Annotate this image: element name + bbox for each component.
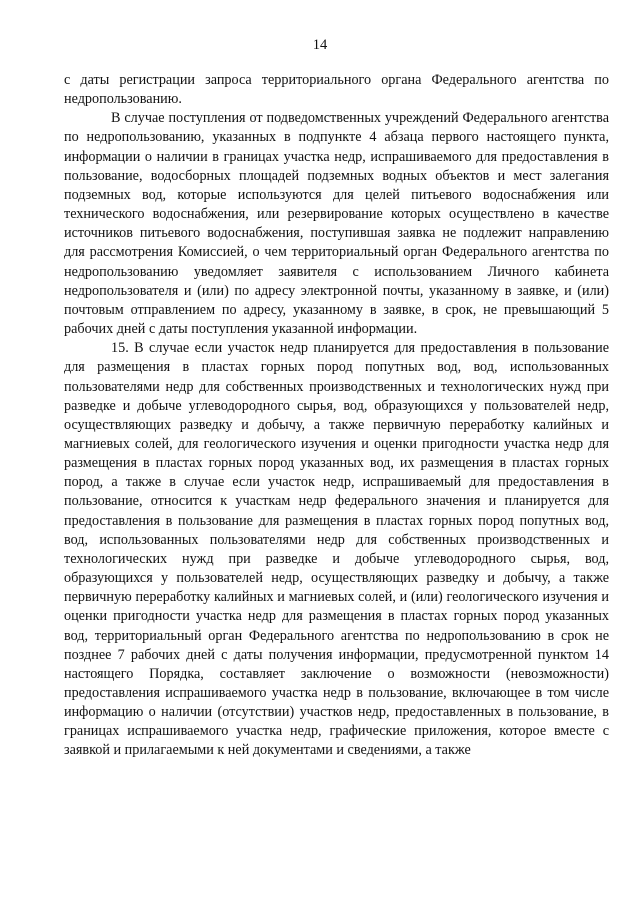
paragraph-clause-15: 15. В случае если участок недр планируется для предоставления в пользование для размещения в пластах горных пород попутных вод, вод, использованных пользователями недр для собственных производственных и технологических нужд при разведке и добыче углеводородного сырья, вод, образующихся у пользователей недр, осуществляющих разведку и добычу, а также первичную переработку калийных и магниевых солей, для геологического изучения и оценки пригодности участка недр для размещения в пластах горных пород указанных вод, их размещения в пластах горных пород, а также в случае если участок недр, испрашиваемый для предоставления в пользование, относится к участкам недр федерального значения и планируется для предоставления в пользование для размещения в пластах горных пород попутных вод, вод, использованных пользователями недр для собственных производственных и технологических нужд при разведке и добыче углеводородного сырья, вод, образующихся у пользователей недр, осуществляющих разведку и добычу, а также первичную переработку калийных и магниевых солей, и (или) геологического изучения и оценки пригодности участка недр для размещения в пластах горных пород указанных вод, территориальный орган Федерального агентства по недропользованию в срок не позднее 7 рабочих дней с даты получения информации, предусмотренной пунктом 14 настоящего Порядка, составляет заключение о возможности (невозможности) предоставления испрашиваемого участка недр в пользование, включающее в том числе информацию о наличии (отсутствии) участков недр, предоставленных в пользование, в границах испрашиваемого участка недр, графические приложения, которое вместе с заявкой и прилагаемыми к ней документами и сведениями, а также [64, 340, 609, 759]
paragraph-continuation: с даты регистрации запроса территориального органа Федерального агентства по недропользованию. [64, 72, 609, 108]
document-body [64, 71, 609, 761]
page-number: 14 [312, 37, 328, 53]
paragraph-subordinate-info: В случае поступления от подведомственных учреждений Федерального агентства по недропользованию, указанных в подпункте 4 абзаца первого настоящего пункта, информации о наличии в границах участка недр, испрашиваемого для предоставления в пользование, водосборных площадей подземных водных объектов и мест залегания подземных вод, которые используются для целей питьевого водоснабжения или технического водоснабжения, или резервирование которых осуществлено в качестве источников питьевого водоснабжения, поступившая заявка не подлежит направлению для рассмотрения Комиссией, о чем территориальный орган Федерального агентства по недропользованию уведомляет заявителя с использованием Личного кабинета недропользователя и (или) по адресу электронной почты, указанному в заявке, и (или) почтовым отправлением по адресу, указанному в заявке, в срок, не превышающий 5 рабочих дней с даты поступления указанной информации. [64, 110, 609, 338]
